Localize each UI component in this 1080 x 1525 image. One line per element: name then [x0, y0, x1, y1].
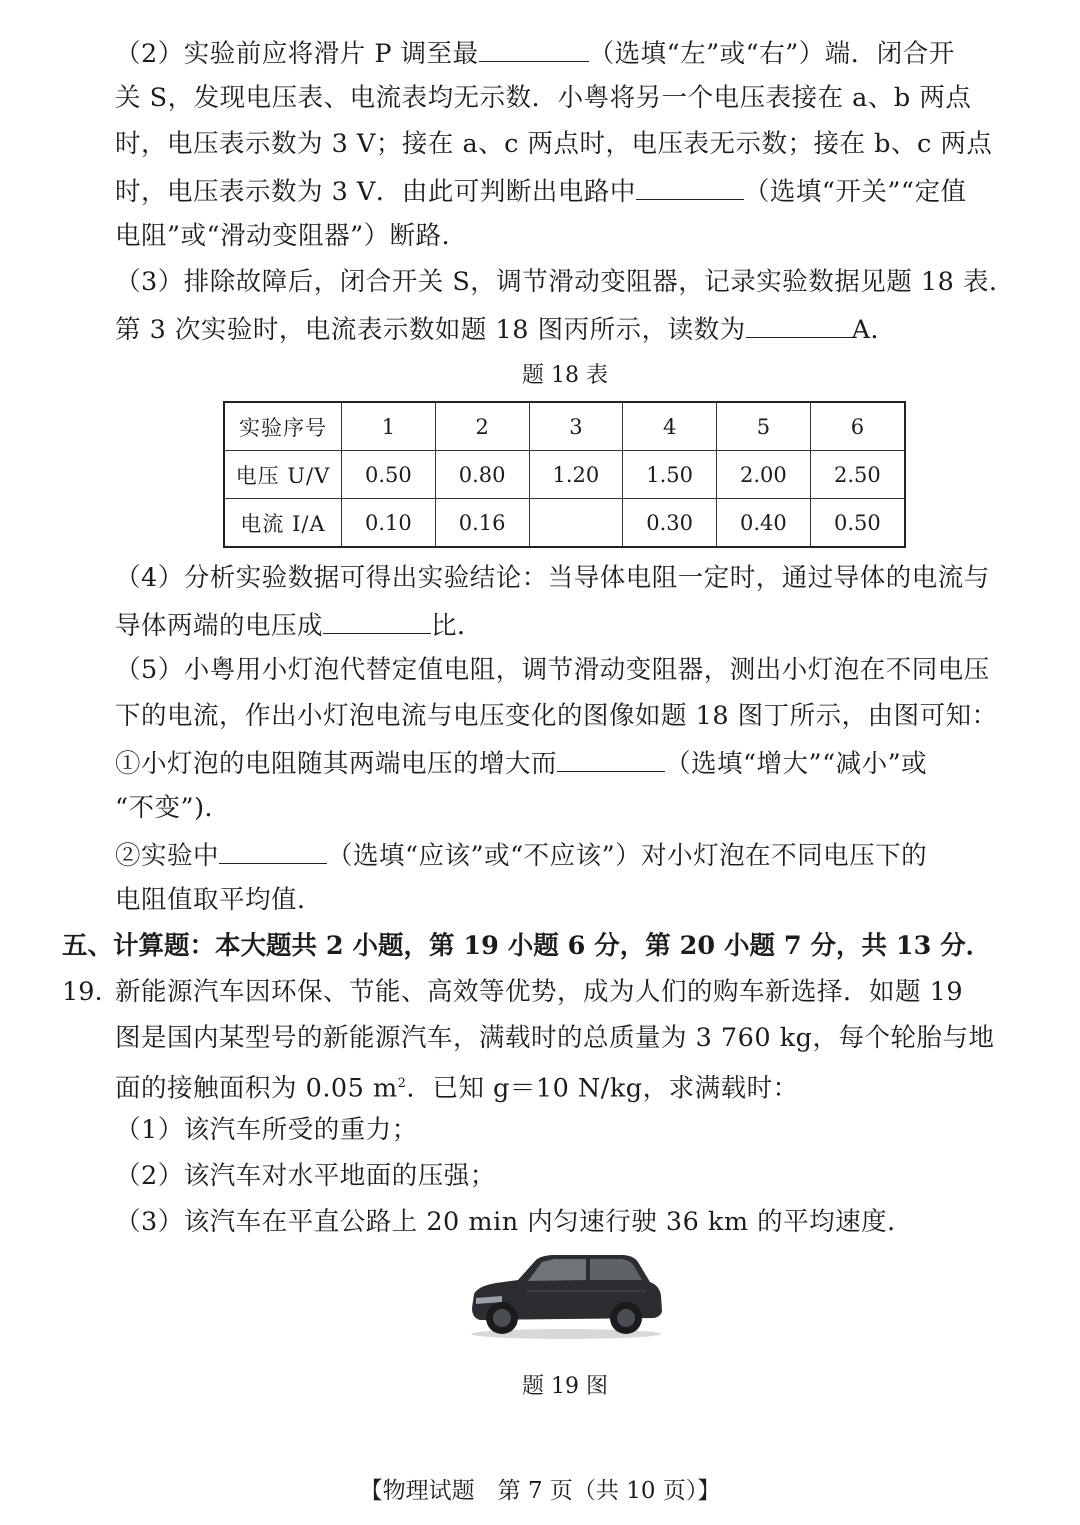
table-cell: 0.40 — [717, 499, 811, 548]
page-footer: 【物理试题 第 7 页（共 10 页）】 — [359, 1478, 721, 1504]
table-col-3: 3 — [529, 402, 623, 451]
answer-blank-ammeter-reading[interactable] — [746, 311, 852, 338]
table-caption: 题 18 表 — [522, 363, 608, 388]
answer-blank-resistance-trend[interactable] — [557, 745, 665, 772]
table-col-5: 5 — [717, 402, 811, 451]
table-cell: 2.00 — [717, 451, 811, 499]
answer-blank-slider-end[interactable] — [479, 35, 589, 62]
table-cell: 0.16 — [435, 499, 529, 548]
table-cell: 0.10 — [342, 499, 436, 548]
section-heading-calculation: 五、计算题：本大题共 2 小题，第 19 小题 6 分，第 20 小题 7 分，共 13 分． — [62, 931, 992, 961]
experiment-data-table — [223, 401, 906, 548]
q19-line3: 面的接触面积为 0.05 $m^2$．已知 g＝10 N/kg，求满载时： — [115, 1073, 799, 1104]
table-cell: 1.20 — [529, 451, 623, 499]
table-row-current — [224, 499, 905, 548]
q18-part4-line1: （4）分析实验数据可得出实验结论：当导体电阻一定时，通过导体的电流与 — [115, 563, 990, 593]
table-col-6: 6 — [810, 402, 905, 451]
q19-line1: 新能源汽车因环保、节能、高效等优势，成为人们的购车新选择．如题 19 — [115, 977, 964, 1007]
table-col-4: 4 — [623, 402, 717, 451]
current-row-label: 电流 I/A — [224, 499, 342, 548]
table-row-header — [224, 402, 905, 451]
suv-car-image — [466, 1250, 666, 1342]
question-number-19: 19. — [62, 977, 103, 1007]
q18-part5-line4: “不变”)． — [115, 793, 231, 823]
q18-part3-line2: 第 3 次实验时，电流表示数如题 18 图丙所示，读数为 A． — [115, 311, 1018, 347]
q18-part2-line4: 时，电压表示数为 3 V．由此可判断出电路中 （选填“开关”“定值 — [115, 173, 1018, 209]
q18-part2-line5: 电阻”或“滑动变阻器”）断路． — [115, 221, 468, 251]
answer-blank-average[interactable] — [219, 837, 327, 864]
q19-line2: 图是国内某型号的新能源汽车，满载时的总质量为 3 760 kg，每个轮胎与地 — [115, 1023, 995, 1053]
q18-part2-line2: 关 S，发现电压表、电流表均无示数．小粤将另一个电压表接在 a、b 两点 — [115, 83, 972, 113]
q18-part5-line6: 电阻值取平均值． — [115, 885, 324, 915]
q18-part5-line5: ②实验中 （选填“应该”或“不应该”）对小灯泡在不同电压下的 — [115, 837, 1018, 873]
table-cell: 2.50 — [810, 451, 905, 499]
table-cell: 0.30 — [623, 499, 717, 548]
q18-part3-line1: （3）排除故障后，闭合开关 S，调节滑动变阻器，记录实验数据见题 18 表． — [115, 267, 1015, 297]
table-header-label: 实验序号 — [224, 402, 342, 451]
table-col-2: 2 — [435, 402, 529, 451]
voltage-row-label: 电压 U/V — [224, 451, 342, 499]
answer-blank-proportion[interactable] — [323, 607, 431, 634]
table-cell-empty — [529, 499, 623, 548]
q19-sub3: （3）该汽车在平直公路上 20 min 内匀速行驶 36 km 的平均速度． — [115, 1207, 914, 1237]
table-cell: 0.50 — [810, 499, 905, 548]
table-col-1: 1 — [342, 402, 436, 451]
q18-part5-line2: 下的电流，作出小灯泡电流与电压变化的图像如题 18 图丁所示，由图可知： — [115, 701, 998, 731]
q18-part5-line3: ①小灯泡的电阻随其两端电压的增大而 （选填“增大”“减小”或 — [115, 745, 1018, 781]
q19-sub1: （1）该汽车所受的重力； — [115, 1115, 418, 1145]
q19-sub2: （2）该汽车对水平地面的压强； — [115, 1161, 496, 1191]
q18-part2-line1: （2）实验前应将滑片 P 调至最 （选填“左”或“右”）端．闭合开 — [115, 35, 1018, 71]
table-cell: 0.50 — [342, 451, 436, 499]
q18-part4-line2: 导体两端的电压成 比． — [115, 607, 1018, 643]
figure-caption-19: 题 19 图 — [522, 1374, 608, 1399]
table-cell: 1.50 — [623, 451, 717, 499]
q18-part2-line3: 时，电压表示数为 3 V；接在 a、c 两点时，电压表无示数；接在 b、c 两点 — [115, 129, 993, 159]
table-cell: 0.80 — [435, 451, 529, 499]
answer-blank-open-circuit[interactable] — [636, 173, 744, 200]
table-row-voltage — [224, 451, 905, 499]
q18-part5-line1: （5）小粤用小灯泡代替定值电阻，调节滑动变阻器，测出小灯泡在不同电压 — [115, 655, 990, 685]
